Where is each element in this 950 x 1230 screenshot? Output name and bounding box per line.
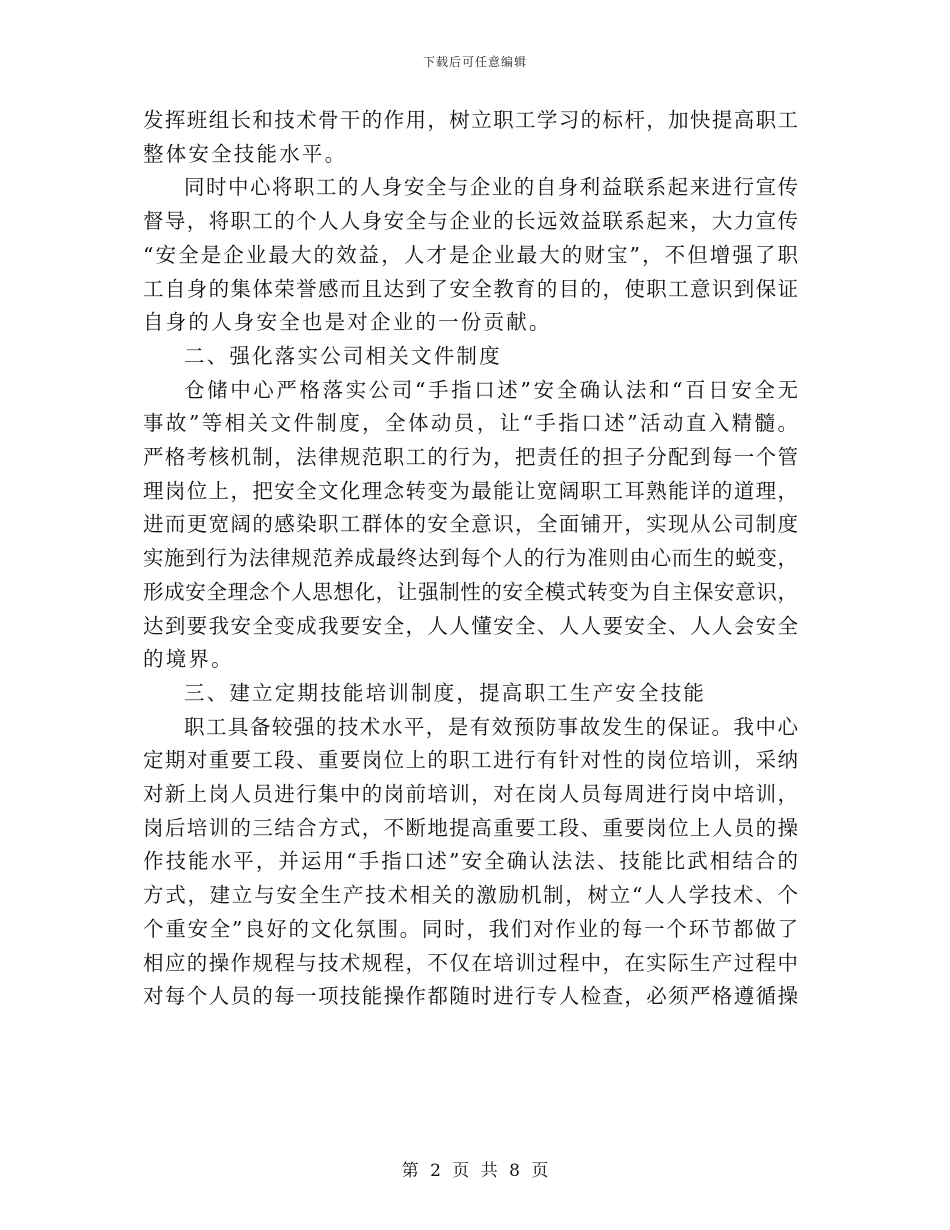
text-line: 个重安全”良好的文化氛围。同时，我们对作业的每一个环节都做了 bbox=[143, 916, 798, 941]
text-line: 三、建立定期技能培训制度，提高职工生产安全技能 bbox=[184, 680, 707, 705]
text-line: 严格考核机制，法律规范职工的行为，把责任的担子分配到每一个管 bbox=[143, 445, 798, 470]
text-line: 方式，建立与安全生产技术相关的激励机制，树立“人人学技术、个 bbox=[143, 883, 798, 908]
text-line: “安全是企业最大的效益，人才是企业最大的财宝”，不但增强了职 bbox=[143, 242, 798, 267]
text-line: 整体安全技能水平。 bbox=[143, 141, 348, 166]
text-line: 岗后培训的三结合方式，不断地提高重要工段、重要岗位上人员的操 bbox=[143, 815, 798, 840]
text-line: 定期对重要工段、重要岗位上的职工进行有针对性的岗位培训，采纳 bbox=[143, 748, 798, 773]
text-line: 理岗位上，把安全文化理念转变为最能让宽阔职工耳熟能详的道理， bbox=[143, 478, 798, 503]
text-line: 督导，将职工的个人人身安全与企业的长远效益联系起来，大力宣传 bbox=[143, 209, 798, 234]
text-line: 发挥班组长和技术骨干的作用，树立职工学习的标杆，加快提高职工 bbox=[143, 108, 798, 132]
text-line: 对新上岗人员进行集中的岗前培训，对在岗人员每周进行岗中培训， bbox=[143, 782, 798, 807]
text-line: 达到要我安全变成我要安全，人人懂安全、人人要安全、人人会安全 bbox=[143, 613, 798, 638]
text-line: 职工具备较强的技术水平，是有效预防事故发生的保证。我中心 bbox=[184, 714, 798, 739]
text-line: 事故”等相关文件制度，全体动员，让“手指口述”活动直入精髓。 bbox=[143, 411, 798, 436]
text-line: 形成安全理念个人思想化，让强制性的安全模式转变为自主保安意识， bbox=[143, 579, 798, 604]
text-line: 工自身的集体荣誉感而且达到了安全教育的目的，使职工意识到保证 bbox=[143, 276, 798, 301]
text-line: 的境界。 bbox=[143, 647, 234, 672]
text-line: 自身的人身安全也是对企业的一份贡献。 bbox=[143, 310, 552, 335]
document-body bbox=[143, 104, 798, 1014]
text-line: 实施到行为法律规范养成最终达到每个人的行为准则由心而生的蜕变， bbox=[143, 546, 798, 571]
text-line: 作技能水平，并运用“手指口述”安全确认法法、技能比武相结合的 bbox=[143, 849, 798, 874]
text-line: 相应的操作规程与技术规程，不仅在培训过程中，在实际生产过程中 bbox=[143, 950, 798, 975]
text-line: 同时中心将职工的人身安全与企业的自身利益联系起来进行宣传 bbox=[184, 175, 798, 200]
text-line: 进而更宽阔的感染职工群体的安全意识，全面铺开，实现从公司制度 bbox=[143, 512, 798, 537]
text-line: 对每个人员的每一项技能操作都随时进行专人检查，必须严格遵循操 bbox=[143, 984, 798, 1009]
text-line: 二、强化落实公司相关文件制度 bbox=[184, 343, 502, 368]
page-header: 下载后可任意编辑 bbox=[422, 55, 527, 69]
page-number: 第 2 页 共 8 页 bbox=[401, 1161, 549, 1181]
text-line: 仓储中心严格落实公司“手指口述”安全确认法和“百日安全无 bbox=[184, 377, 798, 402]
